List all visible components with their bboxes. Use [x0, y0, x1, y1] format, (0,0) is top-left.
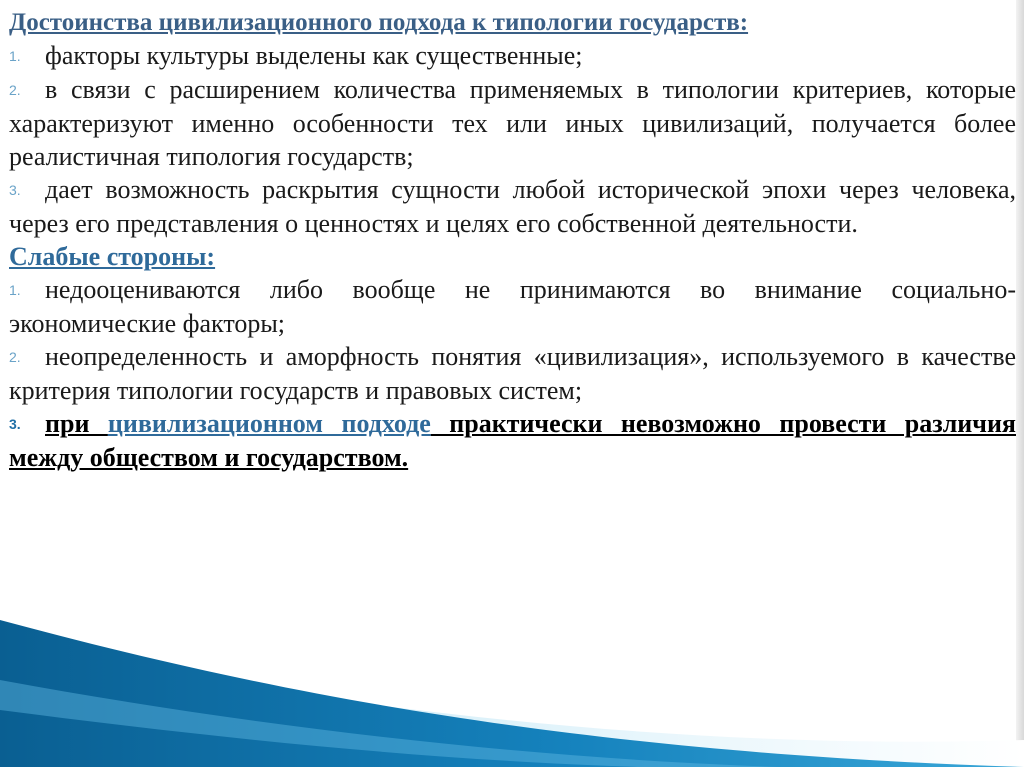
strength-item-2-text: в связи с расширением количества применяемых в типологии критериев, которые характеризуют именно особенности тех или иных цивилизаций, получается более реалистичная типология государств;	[9, 75, 1016, 171]
strength-item-3-text: дает возможность раскрытия сущности любой исторической эпохи через человека, через его представления о ценностях и целях его собственной деятельности.	[9, 175, 1016, 238]
weakness-item-3-lead: при	[45, 409, 108, 438]
list-number: 3.	[9, 416, 21, 432]
strengths-title: Достоинства цивилизационного подхода к типологии государств:	[9, 9, 749, 36]
decorative-wave	[0, 620, 1024, 767]
weakness-item-1	[9, 273, 1016, 340]
strength-item-3	[9, 173, 1016, 240]
list-number: 3.	[9, 182, 21, 198]
weaknesses-title: Слабые стороны:	[9, 242, 216, 271]
civilizational-approach-link[interactable]: цивилизационном подходе	[107, 409, 431, 438]
list-number: 2.	[9, 82, 21, 98]
list-number: 2.	[9, 349, 21, 365]
strength-item-1-text: факторы культуры выделены как существенные;	[45, 41, 583, 70]
weakness-item-2-text: неопределенность и аморфность понятия «цивилизация», используемого в качестве критерия типологии государств и правовых систем;	[9, 342, 1016, 405]
strength-item-1	[9, 39, 1016, 73]
weakness-item-2	[9, 340, 1016, 407]
list-number: 1.	[9, 48, 21, 64]
weakness-item-3-rest: практически невозможно провести различия между обществом и государством.	[9, 409, 1016, 472]
weakness-item-3	[9, 407, 1016, 474]
list-number: 1.	[9, 282, 21, 298]
strength-item-2	[9, 73, 1016, 173]
weakness-item-1-text: недооцениваются либо вообще не принимаются во внимание социально-экономические факторы;	[9, 275, 1016, 338]
slide-content	[9, 6, 1016, 474]
